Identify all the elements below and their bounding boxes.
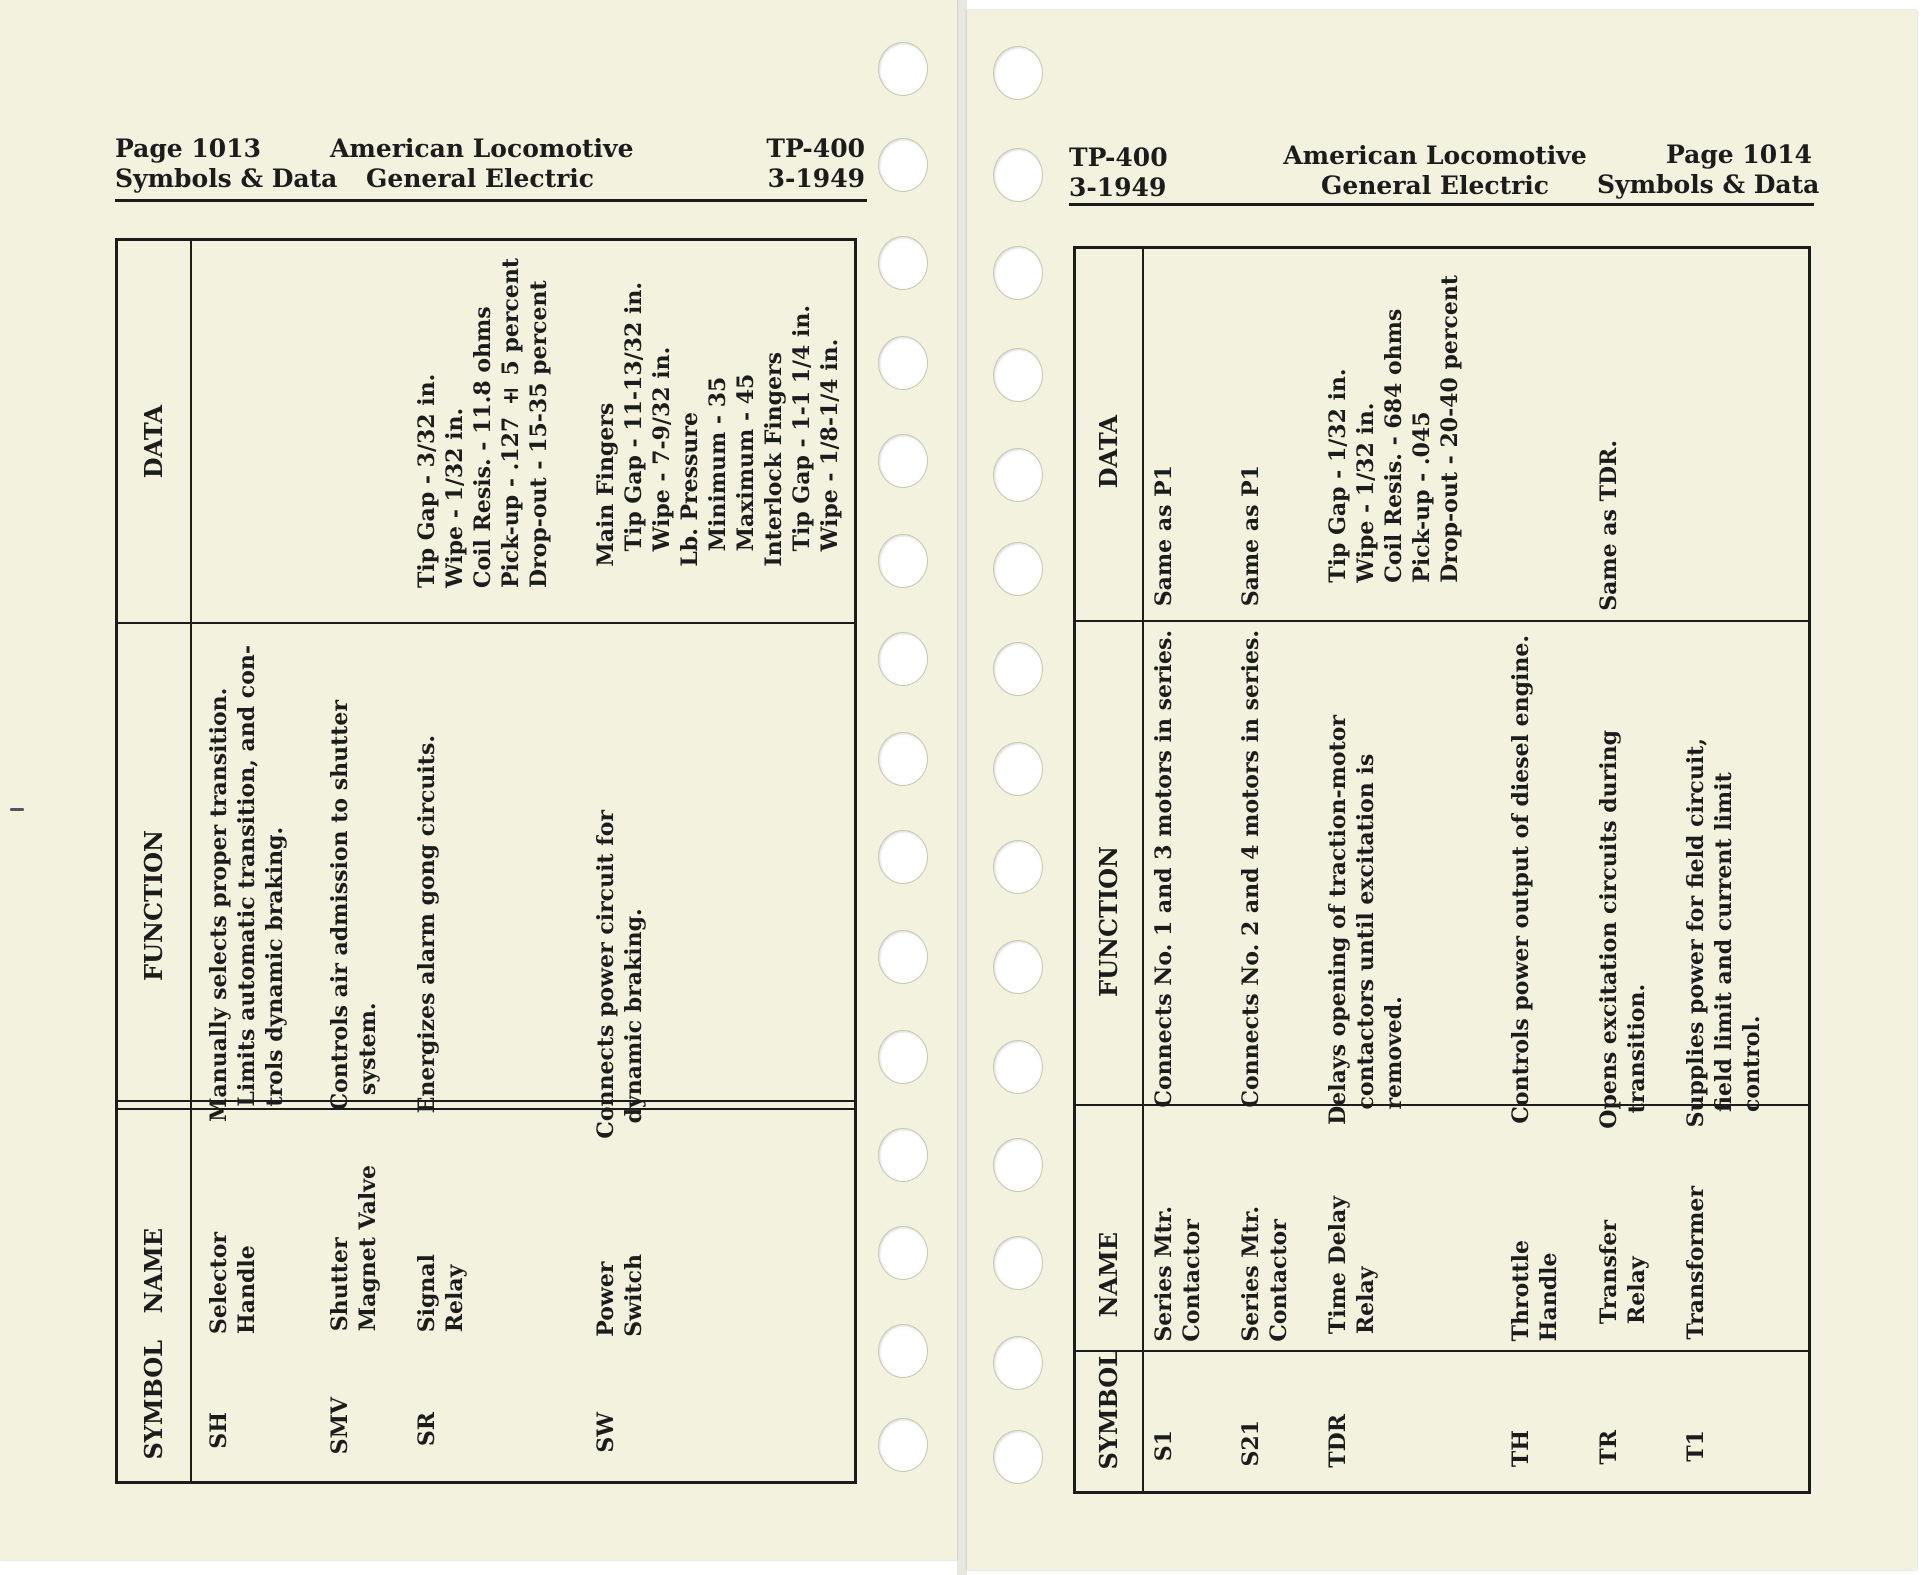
section-title: Symbols & Data bbox=[1597, 170, 1820, 199]
column-divider-function-data bbox=[1073, 620, 1811, 622]
table-cell-name: Shutter Magnet Valve bbox=[327, 1165, 381, 1332]
table-cell-name: Power Switch bbox=[593, 1254, 647, 1337]
table-cell-function: Connects power circuit for dynamic braking. bbox=[593, 810, 647, 1139]
binder-hole bbox=[878, 1226, 928, 1280]
binder-hole bbox=[993, 148, 1043, 202]
binder-hole bbox=[993, 642, 1043, 696]
column-divider-name-function bbox=[1073, 1350, 1811, 1352]
binder-hole bbox=[993, 246, 1043, 300]
binder-hole bbox=[878, 830, 928, 884]
table-cell-name: Throttle Handle bbox=[1508, 1240, 1562, 1342]
table-cell-data: Same as P1 bbox=[1238, 465, 1264, 607]
table-cell-symbol: T1 bbox=[1683, 1430, 1709, 1462]
binder-hole bbox=[993, 542, 1043, 596]
table-cell-function: Controls air admission to shutter system. bbox=[327, 700, 381, 1111]
document-number: TP-400 bbox=[766, 134, 865, 163]
left-page bbox=[0, 0, 957, 1560]
table-cell-function: Opens excitation circuits during transition. bbox=[1596, 730, 1650, 1129]
binder-hole bbox=[993, 840, 1043, 894]
document-date: 3-1949 bbox=[767, 164, 865, 193]
table-cell-name: Transfer Relay bbox=[1596, 1220, 1650, 1325]
document-date: 3-1949 bbox=[1069, 173, 1167, 202]
table-cell-data: Same as P1 bbox=[1151, 465, 1177, 607]
binder-hole bbox=[878, 1128, 928, 1182]
binder-hole bbox=[878, 1324, 928, 1378]
binder-hole bbox=[878, 236, 928, 290]
binder-hole bbox=[993, 1430, 1043, 1484]
company-division: General Electric bbox=[365, 164, 595, 193]
page-number: Page 1013 bbox=[115, 134, 261, 163]
binder-hole bbox=[878, 336, 928, 390]
table-cell-symbol: TH bbox=[1508, 1430, 1534, 1468]
table-cell-name: Series Mtr. Contactor bbox=[1238, 1206, 1292, 1342]
binder-hole bbox=[993, 46, 1043, 100]
column-header-symbol: SYMBOL bbox=[1094, 1350, 1123, 1470]
header-rule bbox=[1069, 203, 1814, 206]
binder-hole bbox=[993, 348, 1043, 402]
table-cell-name: Transformer bbox=[1683, 1186, 1709, 1340]
table-cell-function: Manually selects proper transition. Limits automatic transition, and con- trols dynamic braking. bbox=[206, 645, 288, 1122]
table-cell-name: Selector Handle bbox=[206, 1232, 260, 1335]
table-cell-function: Connects No. 1 and 3 motors in series. bbox=[1151, 630, 1177, 1108]
table-cell-function: Delays opening of traction-motor contactors until excitation is removed. bbox=[1325, 715, 1407, 1125]
scan-mark bbox=[10, 808, 24, 811]
table-cell-data: Tip Gap - 1/32 in. Wipe - 1/32 in. Coil Resis. - 684 ohms Pick-up - .045 Drop-out - 20-40 percent bbox=[1325, 275, 1463, 583]
table-cell-symbol: S1 bbox=[1151, 1430, 1177, 1462]
right-page bbox=[967, 10, 1917, 1570]
company-name: American Locomotive bbox=[330, 134, 634, 163]
table-cell-symbol: TR bbox=[1596, 1430, 1622, 1465]
binder-hole bbox=[878, 534, 928, 588]
header-rule bbox=[115, 199, 867, 202]
table-cell-symbol: S21 bbox=[1238, 1420, 1264, 1467]
header-column-divider bbox=[1142, 249, 1144, 1491]
binder-hole bbox=[878, 632, 928, 686]
table-cell-data: Tip Gap - 3/32 in. Wipe - 1/32 in. Coil Resis. - 11.8 ohms Pick-up - .127 ± 5 percent Drop-out - 15-35 percent bbox=[414, 258, 552, 588]
header-column-divider bbox=[190, 241, 192, 1481]
binder-hole bbox=[878, 1418, 928, 1472]
binder-hole bbox=[878, 732, 928, 786]
table-cell-function: Controls power output of diesel engine. bbox=[1508, 635, 1534, 1124]
binder-hole bbox=[993, 742, 1043, 796]
column-header-data: DATA bbox=[139, 405, 168, 479]
table-cell-function: Energizes alarm gong circuits. bbox=[414, 735, 440, 1114]
section-title: Symbols & Data bbox=[115, 164, 338, 193]
binder-hole bbox=[993, 1040, 1043, 1094]
table-cell-data: Main Fingers Tip Gap - 11-13/32 in. Wipe - 7-9/32 in. Lb. Pressure Minimum - 35 Maximum - 45 Interlock Fingers Tip Gap - 1-1 1/4 in. Wipe - 1/8-1/4 in. bbox=[593, 282, 843, 567]
table-cell-name: Series Mtr. Contactor bbox=[1151, 1206, 1205, 1342]
table-cell-data: Same as TDR. bbox=[1596, 440, 1622, 611]
company-name: American Locomotive bbox=[1283, 141, 1587, 170]
table-cell-symbol: TDR bbox=[1325, 1414, 1351, 1468]
binder-hole bbox=[993, 940, 1043, 994]
binder-hole bbox=[993, 1138, 1043, 1192]
page-number: Page 1014 bbox=[1666, 140, 1812, 169]
table-cell-name: Signal Relay bbox=[414, 1254, 468, 1333]
binder-hole bbox=[878, 42, 928, 96]
table-cell-symbol: SH bbox=[206, 1412, 232, 1449]
binder-hole bbox=[878, 138, 928, 192]
binder-hole bbox=[993, 1236, 1043, 1290]
table-cell-symbol: SR bbox=[414, 1412, 440, 1447]
column-header-data: DATA bbox=[1094, 415, 1123, 489]
company-division: General Electric bbox=[1320, 171, 1550, 200]
table-cell-name: Time Delay Relay bbox=[1325, 1196, 1379, 1335]
column-header-function: FUNCTION bbox=[139, 830, 168, 981]
column-header-name: NAME bbox=[1094, 1232, 1123, 1318]
column-header-symbol: SYMBOL bbox=[139, 1340, 168, 1460]
table-cell-function: Connects No. 2 and 4 motors in series. bbox=[1238, 630, 1264, 1108]
binder-fold bbox=[957, 0, 967, 1575]
document-number: TP-400 bbox=[1069, 143, 1168, 172]
column-header-function: FUNCTION bbox=[1094, 846, 1123, 997]
table-cell-function: Supplies power for field circuit, field limit and current limit control. bbox=[1683, 738, 1765, 1128]
binder-hole bbox=[993, 1336, 1043, 1390]
binder-hole bbox=[993, 448, 1043, 502]
table-cell-symbol: SMV bbox=[327, 1397, 353, 1455]
table-cell-symbol: SW bbox=[593, 1412, 619, 1453]
binder-hole bbox=[878, 434, 928, 488]
column-header-name: NAME bbox=[139, 1228, 168, 1314]
column-divider-function-data bbox=[115, 622, 857, 624]
binder-hole bbox=[878, 1030, 928, 1084]
binder-hole bbox=[878, 930, 928, 984]
